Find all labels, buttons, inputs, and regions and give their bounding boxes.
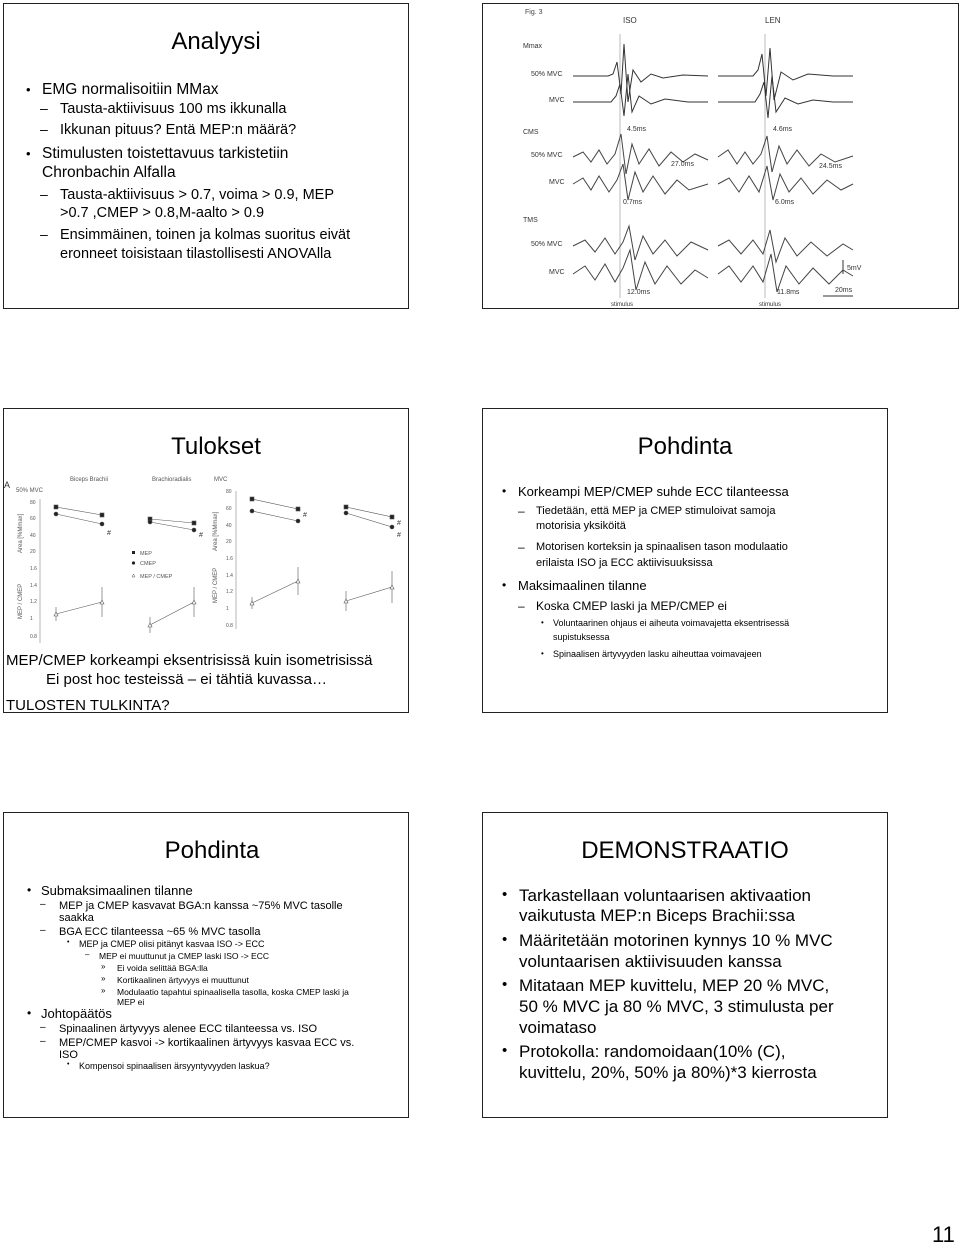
y-tick-label: 20 xyxy=(226,539,232,545)
tertiary-bullet-text: Kompensoi spinaalisen ärsyyntyvyyden laskua? xyxy=(79,1061,270,1071)
emg-trace xyxy=(718,230,853,262)
sub-bullet-text: >0.7 ,CMEP > 0.8,M-aalto > 0.9 xyxy=(60,205,265,221)
dash-icon: – xyxy=(518,599,525,613)
bullet-text: Määritetään motorinen kynnys 10 % MVC xyxy=(519,931,833,950)
condition-label: 50% MVC xyxy=(531,241,563,248)
muscle-label: Brachioradialis xyxy=(152,477,192,483)
mvc-label: MVC xyxy=(214,477,228,483)
bullet-icon: • xyxy=(502,976,508,993)
latency-label: 27.0ms xyxy=(671,161,694,168)
sub-bullet-text: MEP/CMEP kasvoi -> kortikaalinen ärtyvyys kasvaa ECC vs. xyxy=(59,1037,355,1049)
slide-title: Analyysi xyxy=(171,28,261,55)
y-tick-label: 20 xyxy=(30,549,36,555)
level5-marker-icon: » xyxy=(101,974,106,983)
bullet-icon: • xyxy=(541,649,544,658)
bullet-icon: • xyxy=(502,1042,508,1059)
significance-mark: # xyxy=(199,532,203,539)
latency-label: 11.8ms xyxy=(777,289,800,296)
page-number: 11 xyxy=(932,1222,955,1247)
bullet-text: Stimulusten toistettavuus tarkistetiin xyxy=(42,145,289,162)
tms-label: TMS xyxy=(523,217,538,224)
y-tick-label: 0.8 xyxy=(226,623,233,629)
bullet-text: Chronbachin Alfalla xyxy=(42,164,176,181)
y-tick-label: 0.8 xyxy=(30,634,37,640)
mvc50-label: 50% MVC xyxy=(16,488,44,494)
emg-traces-figure xyxy=(483,4,958,308)
condition-label: 50% MVC xyxy=(531,152,563,159)
condition-label: 50% MVC xyxy=(531,71,563,78)
ratio-series xyxy=(54,567,394,633)
bullet-icon: • xyxy=(502,886,508,903)
slide-title: Pohdinta xyxy=(637,433,733,460)
bullet-icon: • xyxy=(541,618,544,627)
latency-label: 24.5ms xyxy=(819,163,842,170)
bullet-icon: • xyxy=(67,939,70,946)
y-tick-label: 1 xyxy=(30,616,33,622)
sub-bullet-text: saakka xyxy=(59,912,94,924)
bullet-icon: • xyxy=(502,578,507,592)
emg-trace xyxy=(573,74,708,116)
sub-bullet-text: ISO xyxy=(59,1049,78,1061)
condition-label: MVC xyxy=(549,179,565,186)
latency-label: 4.6ms xyxy=(773,126,793,133)
bullet-text: Johtopäätös xyxy=(41,1006,112,1021)
significance-mark: # xyxy=(303,512,307,519)
y-axis-label: MEP / CMEP xyxy=(18,583,24,619)
bullet-text: voluntaarisen aktiivisuuden kanssa xyxy=(519,952,782,971)
mep-series xyxy=(54,497,394,525)
dash-icon: – xyxy=(40,899,46,910)
cmep-series xyxy=(54,509,394,532)
y-axis-label: Area [%Mmax] xyxy=(18,513,24,553)
dash-icon: – xyxy=(40,1036,46,1047)
result-text: TULOSTEN TULKINTA? xyxy=(6,697,170,714)
significance-mark: # xyxy=(397,532,401,539)
condition-label: MVC xyxy=(549,97,565,104)
bullet-icon: • xyxy=(502,484,507,498)
legend-mep: MEP xyxy=(140,551,152,557)
bullet-text: Mitataan MEP kuvittelu, MEP 20 % MVC, xyxy=(519,976,830,995)
y-tick-label: 40 xyxy=(226,523,232,529)
significance-mark: # xyxy=(397,520,401,527)
bullet-text: Tarkastellaan voluntaarisen aktivaation xyxy=(519,886,812,905)
bullet-icon: • xyxy=(26,82,31,97)
dash-icon: – xyxy=(40,226,48,242)
level5-marker-icon: » xyxy=(101,962,106,971)
latency-label: 0.7ms xyxy=(623,199,643,206)
level5-bullet-text: Ei voida selittää BGA:lla xyxy=(117,963,208,973)
bullet-text: vaikutusta MEP:n Biceps Brachii:ssa xyxy=(519,906,795,925)
dash-icon: – xyxy=(85,950,90,959)
slide-title: Pohdinta xyxy=(164,837,260,864)
sub-bullet-text: Tausta-aktiivisuus > 0.7, voima > 0.9, MEP xyxy=(60,187,335,203)
figure-label: Fig. 3 xyxy=(525,9,543,16)
dash-icon: – xyxy=(40,186,48,202)
latency-label: 12.0ms xyxy=(627,289,650,296)
y-axis-label: MEP / CMEP xyxy=(213,567,219,603)
bullet-icon: • xyxy=(67,1061,70,1068)
slide-demonstraatio xyxy=(482,812,888,1118)
bullet-icon: • xyxy=(502,931,508,948)
time-scale-label: 20ms xyxy=(835,287,853,294)
y-tick-label: 1.4 xyxy=(226,573,233,579)
y-tick-label: 1.2 xyxy=(30,599,37,605)
result-text: Ei post hoc testeissä – ei tähtiä kuvassa… xyxy=(46,671,327,688)
slide-pohdinta-1 xyxy=(482,408,888,713)
sub-bullet-text: Ikkunan pituus? Entä MEP:n määrä? xyxy=(60,122,297,138)
dash-icon: – xyxy=(40,100,48,116)
dash-icon: – xyxy=(518,540,525,554)
slide-pohdinta-2 xyxy=(3,812,409,1118)
sub-bullet-text: Ensimmäinen, toinen ja kolmas suoritus eivät xyxy=(60,227,351,243)
emg-trace xyxy=(573,226,708,260)
level5-bullet-text: Modulaatio tapahtui spinaalisella tasolla, koska CMEP laski ja xyxy=(117,987,349,997)
bullet-icon: • xyxy=(27,883,32,897)
legend-ratio: MEP / CMEP xyxy=(140,574,173,580)
dash-icon: – xyxy=(518,504,525,518)
bullet-text: Maksimaalinen tilanne xyxy=(518,578,647,593)
sub-bullet-text: eronneet toisistaan tilastollisesti ANOVAlla xyxy=(60,246,332,262)
latency-label: 6.0ms xyxy=(775,199,795,206)
emg-trace xyxy=(573,250,708,290)
y-tick-label: 1 xyxy=(226,606,229,612)
y-tick-label: 80 xyxy=(226,489,232,495)
legend-cmep: CMEP xyxy=(140,561,156,567)
tertiary-bullet-text: Spinaalisen ärtyvyyden lasku aiheuttaa voimavajeen xyxy=(553,649,762,659)
level5-bullet-text: MEP ei xyxy=(117,997,145,1007)
slide-analyysi xyxy=(3,3,409,309)
condition-label: MVC xyxy=(549,269,565,276)
y-tick-label: 80 xyxy=(30,500,36,506)
quaternary-bullet-text: MEP ei muuttunut ja CMEP laski ISO -> ECC xyxy=(99,951,269,961)
y-tick-label: 1.4 xyxy=(30,583,37,589)
tertiary-bullet-text: Voluntaarinen ohjaus ei aiheuta voimavajetta eksentrisessä xyxy=(553,618,790,628)
dash-icon: – xyxy=(40,121,48,137)
y-tick-label: 60 xyxy=(30,516,36,522)
dash-icon: – xyxy=(40,1022,46,1033)
y-tick-label: 60 xyxy=(226,506,232,512)
bullet-text: Submaksimaalinen tilanne xyxy=(41,883,193,898)
sub-bullet-text: Spinaalinen ärtyvyys alenee ECC tilanteessa vs. ISO xyxy=(59,1023,318,1035)
bullet-text: EMG normalisoitiin MMax xyxy=(42,81,219,98)
emg-trace xyxy=(573,44,708,102)
sub-bullet-text: motorisia yksiköitä xyxy=(536,520,626,532)
bullet-text: voimataso xyxy=(519,1018,597,1037)
sub-bullet-text: Motorisen korteksin ja spinaalisen tason modulaatio xyxy=(536,541,788,553)
y-tick-label: 1.6 xyxy=(30,566,37,572)
slide-title: DEMONSTRAATIO xyxy=(581,837,789,864)
panel-label: A xyxy=(4,480,11,490)
sub-bullet-text: erilaista ISO ja ECC aktiivisuuksissa xyxy=(536,557,713,569)
y-tick-label: 1.2 xyxy=(226,589,233,595)
voltage-scale-label: 5mV xyxy=(847,265,862,272)
cms-label: CMS xyxy=(523,129,539,136)
emg-trace xyxy=(718,166,853,200)
sub-bullet-text: BGA ECC tilanteessa ~65 % MVC tasolla xyxy=(59,926,261,938)
level5-bullet-text: Kortikaalinen ärtyvyys ei muuttunut xyxy=(117,975,249,985)
emg-trace xyxy=(573,164,708,200)
emg-trace xyxy=(718,254,853,292)
mmax-label: Mmax xyxy=(523,43,543,50)
slide-title: Tulokset xyxy=(171,433,261,460)
bullet-text: Korkeampi MEP/CMEP suhde ECC tilanteessa xyxy=(518,484,789,499)
tertiary-bullet-text: MEP ja CMEP olisi pitänyt kasvaa ISO -> ECC xyxy=(79,939,265,949)
result-text: MEP/CMEP korkeampi eksentrisissä kuin isometrisissä xyxy=(6,652,373,669)
sub-bullet-text: MEP ja CMEP kasvavat BGA:n kanssa ~75% MVC tasolle xyxy=(59,900,343,912)
y-tick-label: 1.6 xyxy=(226,556,233,562)
muscle-label: Biceps Brachii xyxy=(70,477,109,483)
dash-icon: – xyxy=(40,925,46,936)
emg-trace xyxy=(718,76,853,118)
bullet-text: kuvittelu, 20%, 50% ja 80%)*3 kierrosta xyxy=(519,1063,817,1082)
y-tick-label: 40 xyxy=(30,533,36,539)
emg-trace xyxy=(718,48,853,100)
stimulus-label: stimulus xyxy=(759,302,782,308)
level5-marker-icon: » xyxy=(101,986,106,995)
latency-label: 4.5ms xyxy=(627,126,647,133)
len-label: LEN xyxy=(765,16,781,25)
slide-tulokset xyxy=(3,408,409,713)
sub-bullet-text: Tiedetään, että MEP ja CMEP stimuloivat samoja xyxy=(536,505,776,517)
tertiary-bullet-text: supistuksessa xyxy=(553,632,610,642)
bullet-icon: • xyxy=(26,146,31,161)
sub-bullet-text: Tausta-aktiivisuus 100 ms ikkunalla xyxy=(60,101,287,117)
bullet-icon: • xyxy=(27,1006,32,1020)
y-axis-label: Area [%Mmax] xyxy=(213,511,219,551)
bullet-text: 50 % MVC ja 80 % MVC, 3 stimulusta per xyxy=(519,997,834,1016)
significance-mark: # xyxy=(107,530,111,537)
emg-trace xyxy=(573,134,708,174)
slide-emg-figure xyxy=(482,3,959,309)
bullet-text: Protokolla: randomoidaan(10% (C), xyxy=(519,1042,786,1061)
sub-bullet-text: Koska CMEP laski ja MEP/CMEP ei xyxy=(536,599,727,613)
iso-label: ISO xyxy=(623,16,637,25)
stimulus-label: stimulus xyxy=(611,302,634,308)
